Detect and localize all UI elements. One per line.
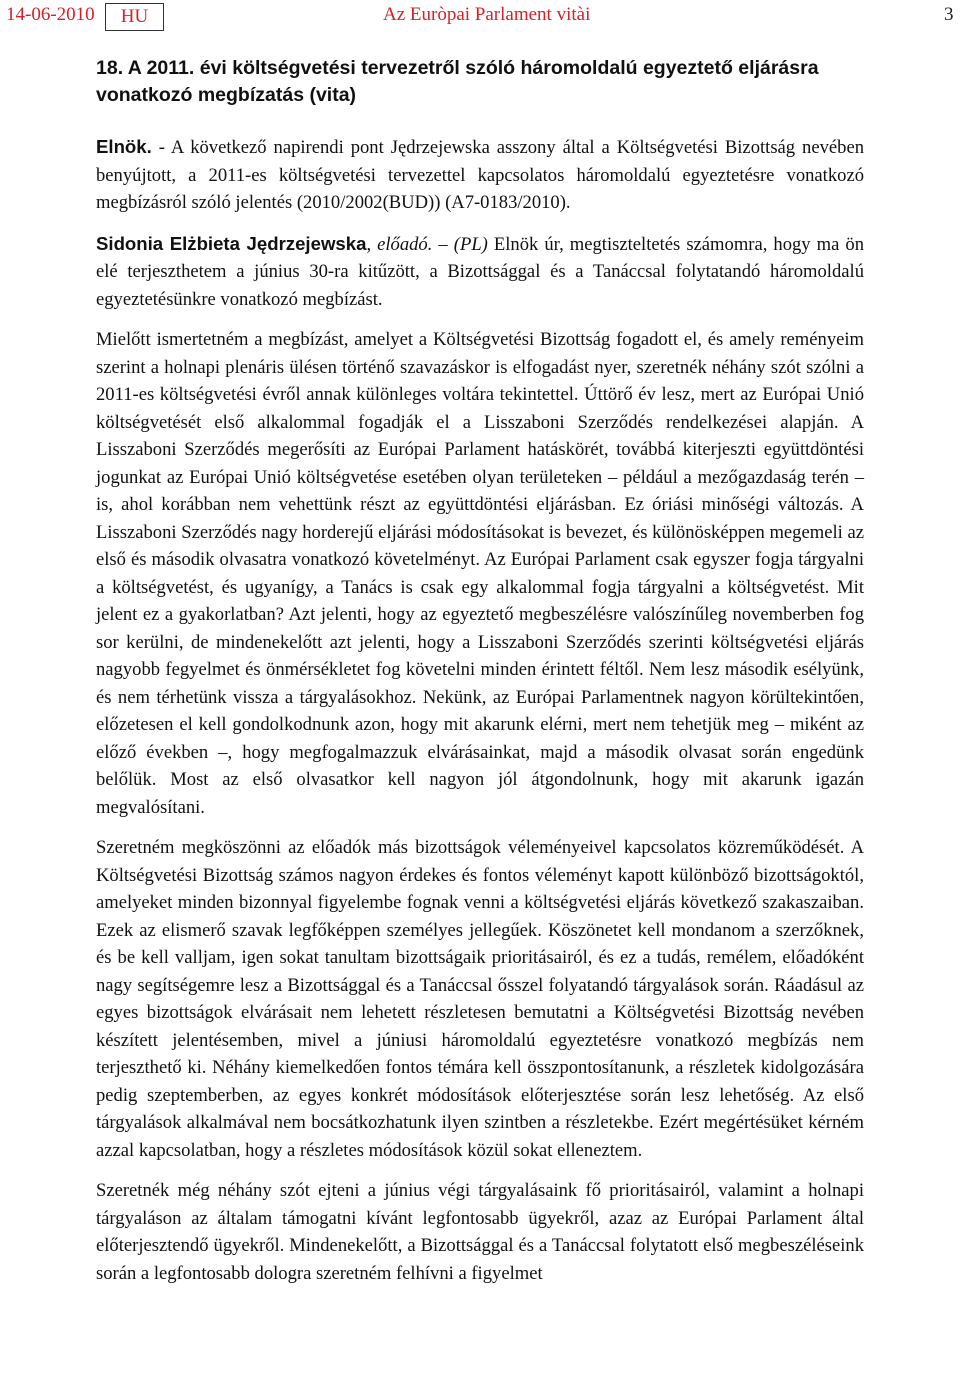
speaker-name: Sidonia Elżbieta Jędrzejewska [96,232,367,254]
speaker-name: Elnök. [96,136,152,157]
page-header [0,0,960,36]
paragraph-text: - A következő napirendi pont Jędrzejewska asszony által a Költségvetési Bizottság nevében benyújtott, a 2011-es költségvetési tervezettel kapcsolatos háromoldalú egyeztetésre vonatkozó megbízásról szóló jelentés (2010/2002(BUD)) (A7-0183/2010). [96,137,864,213]
paragraph-body: Mielőtt ismertetném a megbízást, amelyet a Költségvetési Bizottság fogadott el, és amely reményeim szerint a holnapi plenáris ülésen történő szavazáskor is elfogadást nyer, szeretnék néhány szót szólni a 2011-es költségvetési évről annak különleges voltára tekintettel. Úttörő év lesz, mert az Európai Unió költségvetését első alkalommal fogadják el a Lisszaboni Szerződés rendelkezései alapján. A Lisszaboni Szerződés megerősíti az Európai Parlament hatáskörét, továbbá kiterjeszti együttdöntési jogunkat az Európai Unió költségvetése esetében olyan területeken – például a mezőgazdaság terén – is, ahol korábban nem vehettünk részt az együttdöntési eljárásban. Ez óriási minőségi változás. A Lisszaboni Szerződés nagy horderejű eljárási módosításokat is bevezet, és különösképpen megemeli az első és második olvasatra vonatkozó követelményt. Az Európai Parlament csak egyszer fogja tárgyalni a költségvetést, és ugyanígy, a Tanács is csak egy alkalommal fogja tárgyalni a költségvetést. Mit jelent ez a gyakorlatban? Azt jelenti, hogy az egyeztető megbeszélésre valószínűleg novemberben fog sor kerülni, de mindenekelőtt azt jelenti, hogy a Lisszaboni Szerződés szerinti költségvetési eljárás nagyobb fegyelmet és önmérsékletet fog követelni minden érintett féltől. Nem lesz második esélyünk, és nem térhetünk vissza a tárgyalásokhoz. Nekünk, az Európai Parlamentnek nagyon körültekintően, előzetesen el kell gondolkodnunk azon, hogy mit akarunk elérni, mert nem tehetjük meg – miként az előző években –, hogy megfogalmazzuk elvárásainkat, majd a második olvasat során engedünk belőlük. Most az első olvasatkor kell nagyon jól átgondolnunk, hogy mit akarunk igazán megvalósítani. [96,329,864,818]
paragraph-body: Szeretném megköszönni az előadók más bizottságok véleményeivel kapcsolatos közreműködését. A Költségvetési Bizottság számos nagyon érdekes és fontos véleményt kapott különböző bizottságoktól, amelyeket minden bizonnyal figyelembe fognak venni a költségvetési eljárás következő szakaszaiban. Ezek az elismerő szavak legfőképpen személyes jellegűek. Köszönetet kell mondanom a szerzőknek, és be kell valljam, igen sokat tanultam bizottságaik prioritásairól, és ez a tudás, remélem, előadóként nagy segítségemre lesz a Bizottsággal és a Tanáccsal ősszel folyatandó tárgyalások során. Ráadásul az egyes bizottságok elvárásait nem lehetett részletesen bemutatni a Költségvetési Bizottság nevében készített jelentésemben, mivel a júniusi háromoldalú egyeztetésre vonatkozó megbízás nem terjeszthető ki. Néhány kiemelkedően fontos témára kell összpontosítanunk, a részletek kidolgozására pedig szeptemberben, az egyes konkrét módosítások előterjesztése során lesz lehetőség. Az első tárgyalások alkalmával nem bocsátkozhatunk ilyen szintben a részletekbe. Ezért megértésüket kérném azzal kapcsolatban, hogy a részletes módosítások közül sokat elleneztem. [96,837,864,1161]
header-date: 14-06-2010 [6,4,95,25]
speaker-role: előadó. [377,233,433,255]
speaker-dash: – [432,233,454,255]
document-body [96,55,864,1287]
language-code: (PL) [453,233,488,255]
paragraph-body: Szeretnék még néhány szót ejteni a június végi tárgyalásaink fő prioritásairól, valamint a holnapi tárgyaláson az általam támogatni kívánt legfontosabb ügyekről, azaz az Európai Parlament által előterjesztendő ügyekről. Mindenekelőtt, a Bizottsággal és a Tanáccsal folytatott első megbeszéléseink során a legfontosabb dologra szeretném felhívni a figyelmet [96,1180,864,1284]
speaker-separator: , [366,233,378,255]
section-title: 18. A 2011. évi költségvetési tervezetről szóló háromoldalú egyeztető eljárásra vonatkozó megbízatás (vita) [96,57,819,106]
paragraph-rapporteur [96,230,864,314]
header-title: Az Euròpai Parlament vitài [383,4,591,25]
page-number: 3 [944,4,954,25]
paragraph-text: Elnök úr, megtiszteltetés számomra, hogy ma ön elé terjeszthetem a június 30-ra kitűzött, a Bizottsággal és a Tanáccsal folytatandó háromoldalú egyeztetésünkre vonatkozó megbízást. [96,233,864,310]
language-badge: HU [105,3,164,31]
paragraph-chair [96,133,864,217]
